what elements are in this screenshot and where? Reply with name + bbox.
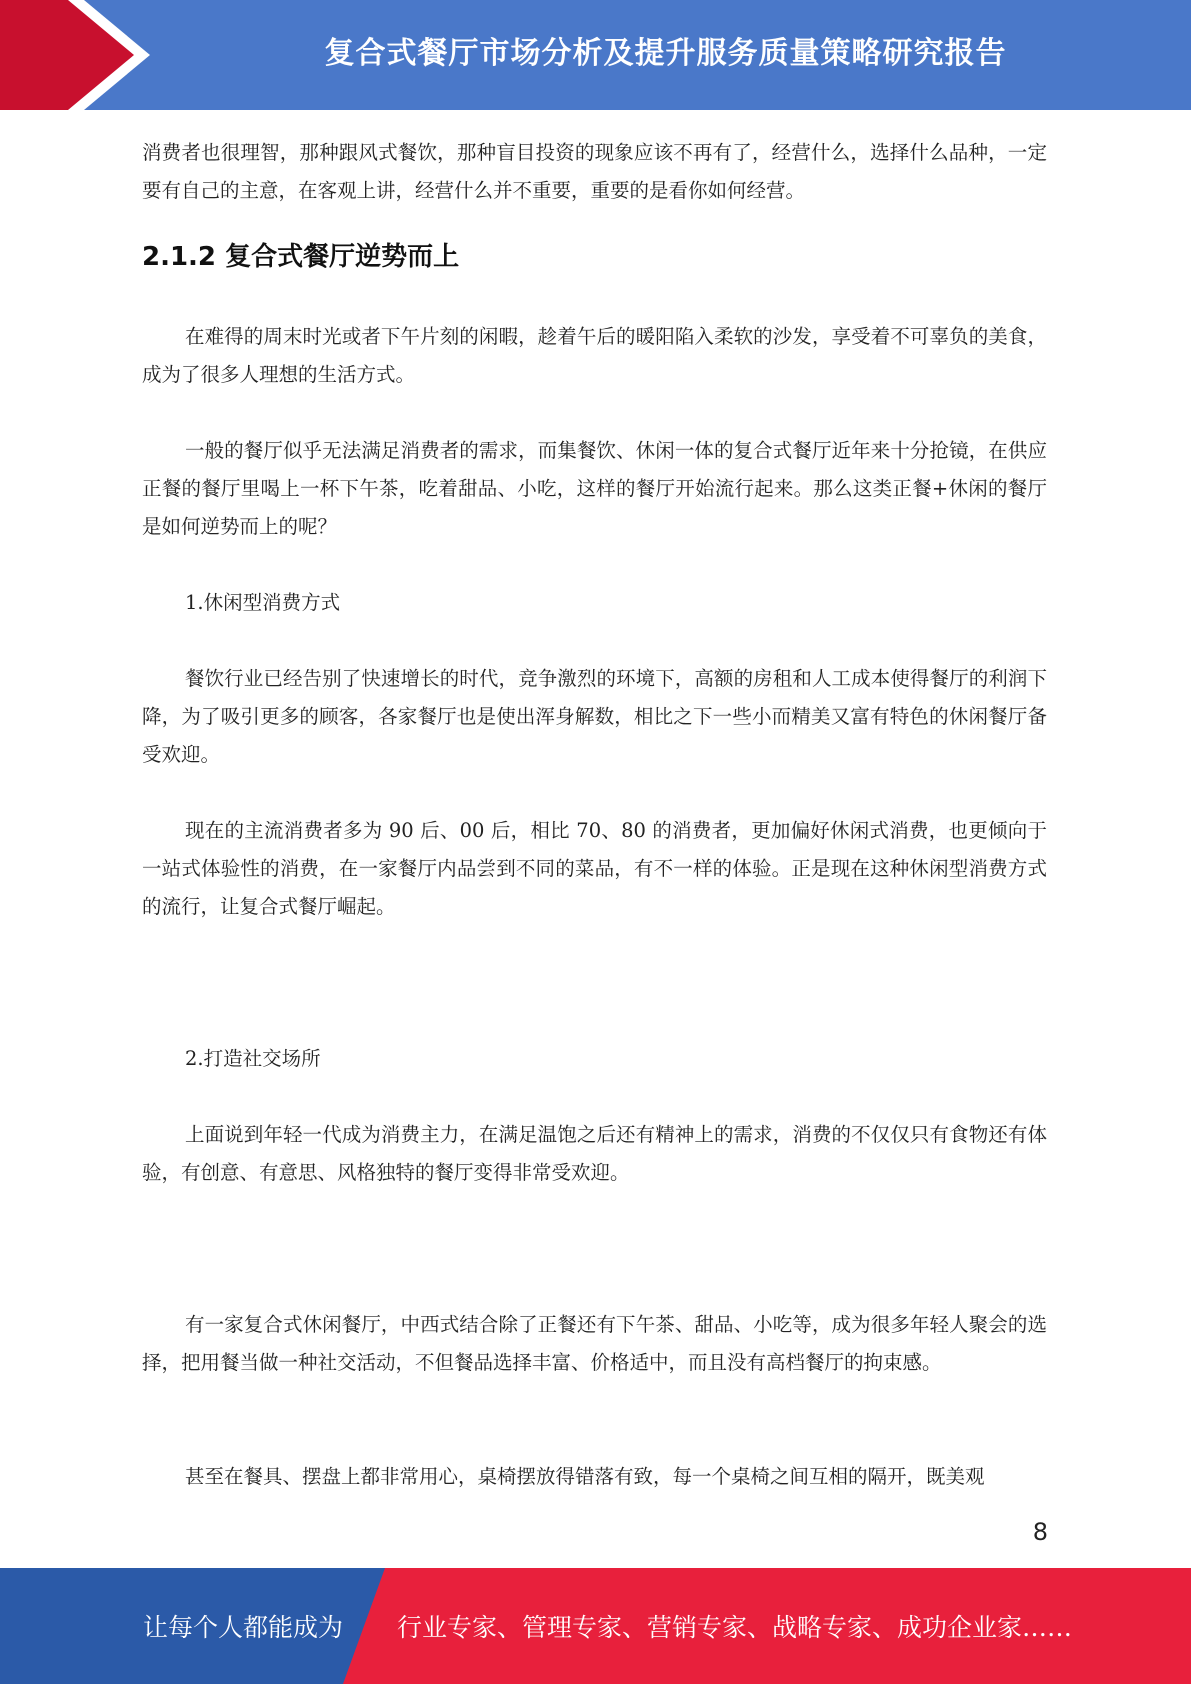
body-paragraph: 在难得的周末时光或者下午片刻的闲暇，趁着午后的暖阳陷入柔软的沙发，享受着不可辜负的美食，成为了很多人理想的生活方式。 [142,325,1047,386]
body-paragraph: 上面说到年轻一代成为消费主力，在满足温饱之后还有精神上的需求，消费的不仅仅只有食物还有体验，有创意、有意思、风格独特的餐厅变得非常受欢迎。 [142,1123,1047,1184]
list-item-heading: 2.打造社交场所 [185,1047,321,1070]
chevron-red-fill [0,0,134,110]
body-paragraph: 有一家复合式休闲餐厅，中西式结合除了正餐还有下午茶、甜品、小吃等，成为很多年轻人聚会的选择，把用餐当做一种社交活动，不但餐品选择丰富、价格适中，而且没有高档餐厅的拘束感。 [142,1313,1047,1374]
body-paragraph: 现在的主流消费者多为 90 后、00 后，相比 70、80 的消费者，更加偏好休闲式消费，也更倾向于一站式体验性的消费，在一家餐厅内品尝到不同的菜品，有不一样的体验。正是现在这种休闲型消费方式的流行，让复合式餐厅崛起。 [142,819,1047,918]
page-header [0,0,1191,110]
body-paragraph: 餐饮行业已经告别了快速增长的时代，竞争激烈的环境下，高额的房租和人工成本使得餐厅的利润下降，为了吸引更多的顾客，各家餐厅也是使出浑身解数，相比之下一些小而精美又富有特色的休闲餐厅备受欢迎。 [142,667,1047,766]
header-chevron-decoration [0,0,160,110]
intro-paragraph: 消费者也很理智，那种跟风式餐饮，那种盲目投资的现象应该不再有了，经营什么，选择什么品种，一定要有自己的主意，在客观上讲，经营什么并不重要，重要的是看你如何经营。 [142,141,1047,202]
body-paragraph: 一般的餐厅似乎无法满足消费者的需求，而集餐饮、休闲一体的复合式餐厅近年来十分抢镜，在供应正餐的餐厅里喝上一杯下午茶，吃着甜品、小吃，这样的餐厅开始流行起来。那么这类正餐+休闲的餐厅是如何逆势而上的呢？ [142,439,1047,538]
footer-slogan-left: 让每个人都能成为 [143,1613,344,1642]
page-number: 8 [1032,1518,1048,1546]
footer-slogan-right: 行业专家、管理专家、营销专家、战略专家、成功企业家…… [397,1613,1073,1642]
body-paragraph: 甚至在餐具、摆盘上都非常用心，桌椅摆放得错落有致，每一个桌椅之间互相的隔开，既美观 [185,1465,985,1488]
section-heading: 2.1.2 复合式餐厅逆势而上 [142,242,460,272]
list-item-heading: 1.休闲型消费方式 [185,591,341,614]
page-footer [0,1568,1191,1684]
report-title: 复合式餐厅市场分析及提升服务质量策略研究报告 [324,36,1007,71]
